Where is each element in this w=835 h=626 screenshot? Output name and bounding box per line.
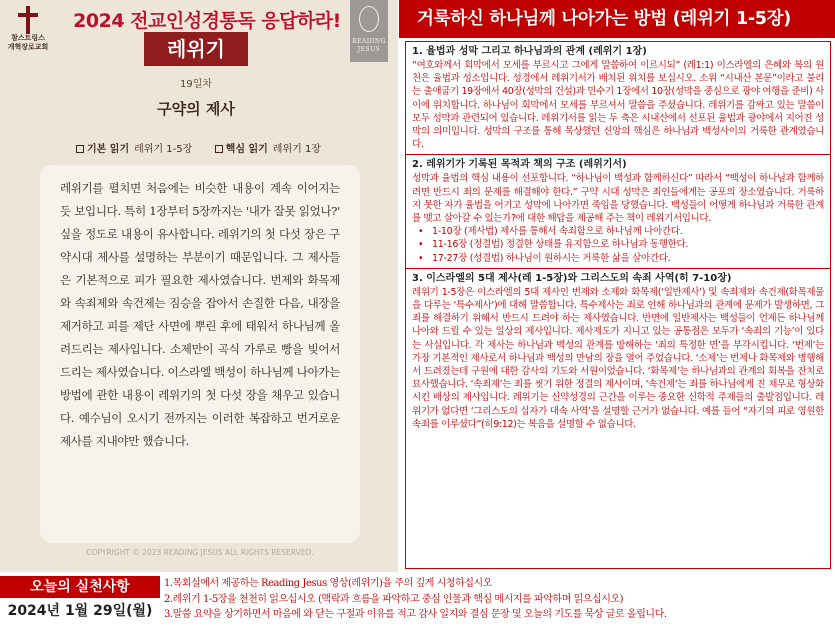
list-item: [418, 225, 824, 238]
church-name-line1: 참스트링스: [11, 34, 45, 42]
list-item: [418, 252, 824, 265]
section-1: [412, 45, 824, 151]
bullet-icon: •: [418, 252, 424, 264]
list-item-text: 17-27장 (성결법) 하나님이 원하시는 거룩한 삶을 살아간다.: [432, 252, 671, 264]
book-banner: 레위기: [144, 32, 248, 66]
practice-item: 2.레위기 1-5장을 천천히 읽으십시오 (맥락과 흐름을 파악하고 중심 인물과 핵심 메시지를 파악하며 읽으십시오): [164, 593, 624, 605]
day-label: 19일차: [179, 79, 213, 90]
copyright-notice: COPYRIGHT © 2023 READING JESUS ALL RIGHTS RESERVED.: [86, 548, 314, 557]
bookmark-emblem-icon: [359, 6, 379, 32]
practice-list: [164, 576, 832, 623]
basic-reading-value: 레위기 1-5장: [134, 144, 193, 155]
reading-card: [0, 0, 398, 572]
church-logo: [6, 6, 50, 56]
practice-item: 1.목회실에서 제공하는 Reading Jesus 영상(레위기)을 주의 깊게 시청하십시오: [164, 578, 492, 589]
section-divider: [406, 268, 830, 269]
summary-body: [405, 41, 831, 569]
list-item: [418, 238, 824, 251]
section-text: 레위기 1-5장은 이스라엘의 5대 제사인 번제와 소제와 화목제(‘일반제사’) 및 속죄제와 속건제(화목제물을 다루는 ‘특수제사’)에 대해 말씀합니다. 특수제사는 죄로 인해 하나님과의 관계에 문제가 발생하면, 그 죄를 해결하기 위해서 반드시 드려야 하는 제사였습니다. 반면에 일반제사는 백성들이 언제든 하나님께 나아와 드릴 수 있는 일상의 제사입니다. 제사제도가 지니고 있는 공통점은 모두가 ‘속죄의 기능’이 있다는 사실입니다. 각 제사는 하나님과 백성의 관계를 방해하는 ‘죄의 특정한 면’을 부각시킵니다. ‘번제’는 가장 기본적인 제사로서 하나님과 백성의 만남의 장을 열어 주었습니다. ‘소제’는 번제나 화목제와 병행해서 드려졌는데 구원에 대한 감사의 기도와 서원이었습니다. ‘화목제’는 하나님과의 관계의 회복을 잔치로 묘사했습니다. ‘속죄제’는 죄를 씻기 위한 정결의 제사이며, ‘속건제’는 죄를 하나님에게 진 채무로 형상화 시킨 배상의 제사입니다. 레위기는 신약성경의 근간을 이루는 중요한 신학적 주제들의 출발점입니다. 레위기가 없다면 ‘그리스도의 십자가 대속 사역’을 설명할 근거가 없습니다. 예를 들어 “자기의 피로 영원한 속죄를 이루셨다”(히9:12)는 복음을 설명할 수 없습니다.: [412, 286, 824, 430]
basic-reading-label: 기본 읽기: [87, 144, 130, 155]
core-reading-label: 핵심 읽기: [225, 144, 268, 155]
structure-list: [412, 225, 824, 265]
list-item-text: 1-10장 (제사법) 제사를 통해서 속죄함으로 하나님께 나아간다.: [432, 226, 683, 238]
checkbox-icon: [215, 145, 223, 153]
practice-badge: 오늘의 실천사항: [0, 576, 160, 598]
reading-assignments: [76, 140, 336, 155]
bullet-icon: •: [418, 226, 424, 238]
checkbox-icon: [76, 145, 84, 153]
section-text: 성막과 율법의 핵심 내용이 선포합니다. “하나님이 백성과 함께하신다” 따라서 “백성이 하나님과 함께하려면 반드시 죄의 문제를 해결해야 한다.” 구약 시대 성막은 죄인들에게는 공포의 장소였습니다. 거룩하지 못한 자가 율법을 어기고 성막에 나아가면 죽임을 당했습니다. 백성들이 어떻게 하나님과 거룩한 관계를 맺고 살아갈 수 있는가?에 대한 해답을 제공해 주는 책이 레위기서입니다.: [412, 173, 824, 225]
core-reading-value: 레위기 1장: [272, 144, 321, 155]
practice-item: 3.말씀 요약을 상기하면서 마음에 와 닫는 구절과 이유를 적고 감사 일지와 결심 문장 및 오늘의 기도를 묵상 글로 올립니다.: [164, 609, 667, 620]
body-text: 레위기를 펼치면 처음에는 비슷한 내용이 계속 이어지는 듯 보입니다. 특히 1장부터 5장까지는 '내가 잘못 읽었나?' 싶을 정도로 내용이 유사합니다. 레위기의 첫 다섯 장은 구약시대 제사를 설명하는 부분이기 때문입니다. 그 제사들은 기본적으로 피가 필요한 제사였습니다. 번제와 화목제와 속죄제와 속건제는 짐승을 잡아서 손질한 다음, 내장을 제거하고 피를 제단 사면에 뿌린 후에 태워서 하나님께 올려드리는 제사입니다. 소제만이 곡식 가루로 빵을 빚어서 드리는 제사였습니다. 이스라엘 백성이 하나님께 나아가는 방법에 관한 내용이 레위기의 첫 다섯 장을 채우고 있습니다. 예수님이 오시기 전까지는 이러한 복잡하고 번거로운 제사를 지내야만 했습니다.: [60, 181, 340, 448]
reading-title: 구약의 제사: [157, 100, 235, 118]
bullet-icon: •: [418, 239, 424, 251]
section-heading: 2. 레위기가 기록된 목적과 책의 구조 (레위기서): [412, 159, 627, 171]
bookmark-text-line1: READING: [352, 38, 386, 45]
list-item-text: 11-16장 (정결법) 정결한 상태를 유지함으로 하나님과 동행한다.: [432, 239, 689, 251]
section-heading: 1. 율법과 성막 그리고 하나님과의 관계 (레위기 1장): [412, 46, 647, 57]
body-card: [40, 165, 360, 543]
section-text: “여호와께서 회막에서 모세를 부르시고 그에게 말씀하여 이르시되” (레1:1) 이스라엘의 은혜와 복의 원천은 율법과 성소입니다. 성경에서 레위기서가 배치된 위치를 보십시오. 소위 “시내산 본문”이라고 불리는 출애굽기 19장에서 40장(성막의 건설)과 민수기 1장에서 10장(성막을 중심으로 광야 여행을 준비) 사이에 위치합니다. 하나님이 회막에서 모세를 부르셔서 말씀을 주셨습니다. 레위기를 감싸고 있는 말씀이 모두 성막과 관련되어 있습니다. 레위기서를 읽는 두 축은 시내산에서 선포된 율법과 광야에서 지어진 성막의 의미입니다. 성막의 구조를 통해 묵상했던 신앙의 핵심은 하나님과 백성사이의 거룩한 관계였습니다.: [412, 60, 824, 151]
bookmark-text-line2: JESUS: [357, 46, 381, 53]
section-3: [412, 272, 824, 431]
reading-jesus-bookmark: [350, 0, 388, 62]
section-divider: [406, 154, 830, 155]
section-2: [412, 158, 824, 264]
summary-title: 거룩하신 하나님께 나아가는 방법 (레위기 1-5장): [399, 0, 835, 38]
campaign-title: 2024 전교인성경통독 응답하라!: [73, 10, 341, 32]
section-heading: 3. 이스라엘의 5대 제사(레 1-5장)와 그리스도의 속죄 사역(히 7-10장): [412, 272, 732, 284]
practice-date: 2024년 1월 29일(월): [7, 603, 153, 619]
cross-icon: [15, 6, 41, 34]
church-name-line2: 개혁장로교회: [7, 43, 49, 51]
